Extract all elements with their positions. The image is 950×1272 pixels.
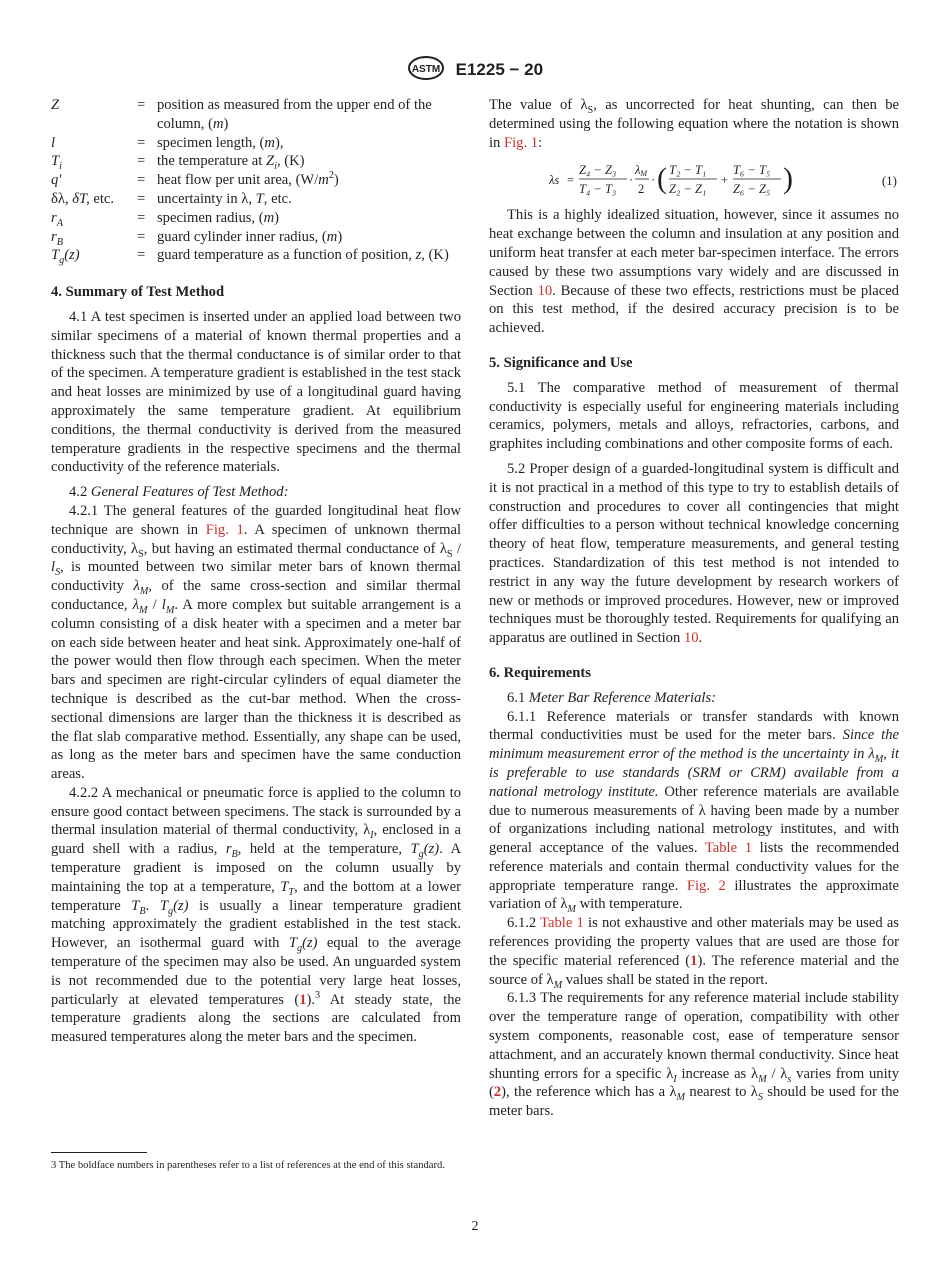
paragraph-6-1-2: 6.1.2 Table 1 is not exhaustive and other materials may be used as references providing the property values that are used are those for the specific material referenced (1). The reference material and the source of $\lambda_M$ values shall be stated in the report. <box>489 915 899 991</box>
svg-text:Z₆ − Z₅: Z₆ − Z₅ <box>733 182 771 197</box>
equals: = <box>137 228 146 245</box>
paragraph-4-2-2: 4.2.2 A mechanical or pneumatic force is applied to the column to ensure good contact between specimens. The stack is surrounded by a thermal insulation material of thermal conductivity, $\lambda_I$, enclosed in a guard shell with a radius, $r_B$, held at the temperature, $T_g(z)$. A temperature gradient is imposed on the column usually by maintaining the top at a temperature, $T_T$, and the bottom at a lower temperature $T_B$. $T_g(z)$ is usually a linear temperature gradient matching approximately the gradient established in the test stack. However, an isothermal guard with $T_g(z)$ equal to the average temperature of the specimen may also be used. An unguarded system is not recommended due to the potential very large heat losses, particularly at elevated temperatures (1).$^3$ At steady state, the temperature gradients along the sections are calculated from measured temperatures along the meter bars and the specimen. <box>51 784 462 1046</box>
equals: = <box>137 97 146 113</box>
symbol: $T_i$ <box>51 153 62 173</box>
equals: = <box>137 172 146 189</box>
svg-text:2: 2 <box>638 182 645 197</box>
table-1-link[interactable]: Table 1 <box>704 840 753 857</box>
symbol-row <box>51 246 461 265</box>
fig-1-link[interactable]: Fig. 1 <box>205 521 244 538</box>
section-10-link[interactable]: 10 <box>537 282 553 299</box>
paragraph-5-2: 5.2 Proper design of a guarded-longitudinal system is difficult and it is not practical in a method of this type to try to establish details of construction and procedures to cover all contingencies that might offer difficulties to a person without technical knowledge concerning theory of heat flow, temperature measurements, and general testing practices. Standardization of this test method is not intended to restrict in any way the future development by research workers of new or methods or improved procedures. However, new or improved techniques must be thoroughly tested. Requirements for qualifying an apparatus are outlined in Section 10. <box>489 460 899 647</box>
symbol-definition: specimen radius, (m) <box>157 209 280 226</box>
symbol-row <box>51 228 461 247</box>
svg-text:λs: λs <box>549 173 560 188</box>
symbol-definition: heat flow per unit area, $(W/m^2)$ <box>157 170 339 189</box>
page-number: 2 <box>471 1219 479 1234</box>
fig-1-link[interactable]: Fig. 1 <box>504 134 539 151</box>
section-10-link[interactable]: 10 <box>683 630 699 647</box>
section-5-heading: 5. Significance and Use <box>489 354 633 371</box>
svg-text:): ) <box>783 162 793 196</box>
right-column <box>489 96 899 1121</box>
svg-text:ASTM: ASTM <box>411 64 441 75</box>
symbol-definition: guard temperature as a function of position, z, (K) <box>157 247 449 264</box>
svg-text:(: ( <box>657 162 667 196</box>
symbol: Z <box>51 97 60 113</box>
symbol-definition: specimen length, (m), <box>157 134 284 151</box>
svg-text:Z₄ − Z₃: Z₄ − Z₃ <box>579 163 617 178</box>
symbol-row <box>51 134 461 153</box>
equals: = <box>137 134 146 151</box>
symbol: δλ, δT, etc. <box>51 190 115 207</box>
symbol-definition: uncertainty in λ, T, etc. <box>157 190 292 207</box>
paragraph-6-1-1: 6.1.1 Reference materials or transfer standards with known thermal conductivities must be used for the meter bars. Since the minimum measurement error of the method is the uncertainty in $\lambda_M$, it is preferable to use standards (SRM or CRM) available from a national metrology institute. Other reference materials are available due to numerous measurements of λ having been made by a number of organizations including national metrology institutes, and with general acceptance of the values. Table 1 lists the recommended reference materials and contain thermal conductivity values for the appropriate temperature range. Fig. 2 illustrates the approximate variation of $\lambda_M$ with temperature. <box>489 708 900 916</box>
symbol: q′ <box>51 172 62 189</box>
symbol-row <box>51 171 461 190</box>
symbol-row <box>51 190 461 209</box>
document-designation: E1225 − 20 <box>455 59 544 79</box>
symbol: $r_B$ <box>51 228 63 248</box>
footnote: 3 The boldface numbers in parentheses refer to a list of references at the end of this standard. <box>51 1160 445 1171</box>
svg-text:·: · <box>629 173 634 188</box>
equals: = <box>137 209 146 226</box>
table-1-link[interactable]: Table 1 <box>540 915 584 932</box>
paragraph-4-2: 4.2 General Features of Test Method: <box>69 484 289 501</box>
footnote-rule <box>51 1152 147 1153</box>
fig-2-link[interactable]: Fig. 2 <box>686 877 726 894</box>
symbol-row <box>51 96 461 134</box>
page-header <box>0 55 950 86</box>
svg-text:T₄ − T₃: T₄ − T₃ <box>579 182 617 197</box>
svg-text:·: · <box>651 173 656 188</box>
equation-1 <box>489 158 899 202</box>
symbol: $T_g(z)$ <box>51 247 80 267</box>
astm-logo-icon <box>407 55 445 86</box>
section-6-heading: 6. Requirements <box>489 664 591 681</box>
section-4-heading: 4. Summary of Test Method <box>51 284 225 301</box>
equation-number: (1) <box>881 173 897 189</box>
equals: = <box>137 247 146 264</box>
equals: = <box>137 190 146 207</box>
svg-text:+: + <box>721 173 729 188</box>
left-column <box>51 96 461 1047</box>
symbol: l <box>51 134 56 151</box>
paragraph-4-2-1: 4.2.1 The general features of the guarded longitudinal heat flow technique are shown in Fig. 1. A specimen of unknown thermal conductivity, $\lambda_S$, but having an estimated thermal conductance of $\lambda_S / l_S$, is mounted between two similar meter bars of known thermal conductivity $\lambda_M$, of the same cross-section and similar thermal conductance, $\lambda_M / l_M$. A more complex but suitable arrangement is a column consisting of a disk heater with a specimen and a meter bar on each side between heater and heat sink. Approximately one-half of the power would then flow through each specimen. When the meter bars and specimen are right-circular cylinders of equal diameter the technique is described as the cut-bar method. When the cross-sectional dimensions are larger than the thickness it is described as the flat slab comparative method. Essentially, any shape can be used, as long as the meter bars and specimen have the same conduction areas. <box>51 502 462 783</box>
paragraph-5-1: 5.1 The comparative method of measurement of thermal conductivity is especially useful for engineering materials including ceramics, polymers, metals and alloys, refractories, carbons, and graphites including combinations and other composite forms of each. <box>489 379 899 453</box>
svg-text:=: = <box>567 173 575 188</box>
equals: = <box>137 153 146 170</box>
svg-text:Z₂ − Z₁: Z₂ − Z₁ <box>669 182 707 197</box>
symbol-row <box>51 209 461 228</box>
svg-text:T₂ − T₁: T₂ − T₁ <box>669 163 707 178</box>
paragraph-6-1: 6.1 Meter Bar Reference Materials: <box>507 689 716 706</box>
symbol: $r_A$ <box>51 209 63 229</box>
svg-text:λM: λM <box>635 163 648 179</box>
paragraph-idealized: This is a highly idealized situation, however, since it assumes no heat exchange between the column and insulation at any position and uniform heat transfer at each meter bar-specimen interface. The errors caused by these two assumptions vary widely and are discussed in Section 10. Because of these two effects, restrictions must be placed on this test method, if the desired accuracy precision is to be achieved. <box>489 207 899 337</box>
paragraph-6-1-3: 6.1.3 The requirements for any reference material include stability over the temperature range of operation, compatibility with other system components, reasonable cost, ease of temperature sensor attachment, and an accurately known thermal conductivity. Since heat shunting errors for a specific $\lambda_I$ increase as $\lambda_M / \lambda_s$ varies from unity (2), the reference which has a $\lambda_M$ nearest to $\lambda_S$ should be used for the meter bars. <box>489 990 899 1120</box>
equation-intro: The value of $\lambda_S$, as uncorrected for heat shunting, can then be determined using the following equation where the notation is shown in Fig. 1: <box>489 97 899 151</box>
symbol-row <box>51 152 461 171</box>
symbol-definition: the temperature at $Z_i$, (K) <box>157 153 305 173</box>
symbol-definitions <box>51 96 461 265</box>
paragraph-4-1: 4.1 A test specimen is inserted under an applied load between two similar specimens of a material of known thermal properties and a thickness such that the thermal conductance is of similar order to that of the specimen. A temperature gradient is established in the test stack and heat losses are minimized by use of a longitudinal guard having approximately the same temperature gradient. At equilibrium conditions, the thermal conductivity is derived from the measured temperature gradients in the respective specimens and the thermal conductivity of the reference materials. <box>51 308 461 476</box>
symbol-definition: position as measured from the upper end of the column, (m) <box>157 97 432 132</box>
symbol-definition: guard cylinder inner radius, (m) <box>157 228 343 245</box>
equation-graphic <box>549 158 879 202</box>
svg-text:T₆ − T₅: T₆ − T₅ <box>733 163 771 178</box>
